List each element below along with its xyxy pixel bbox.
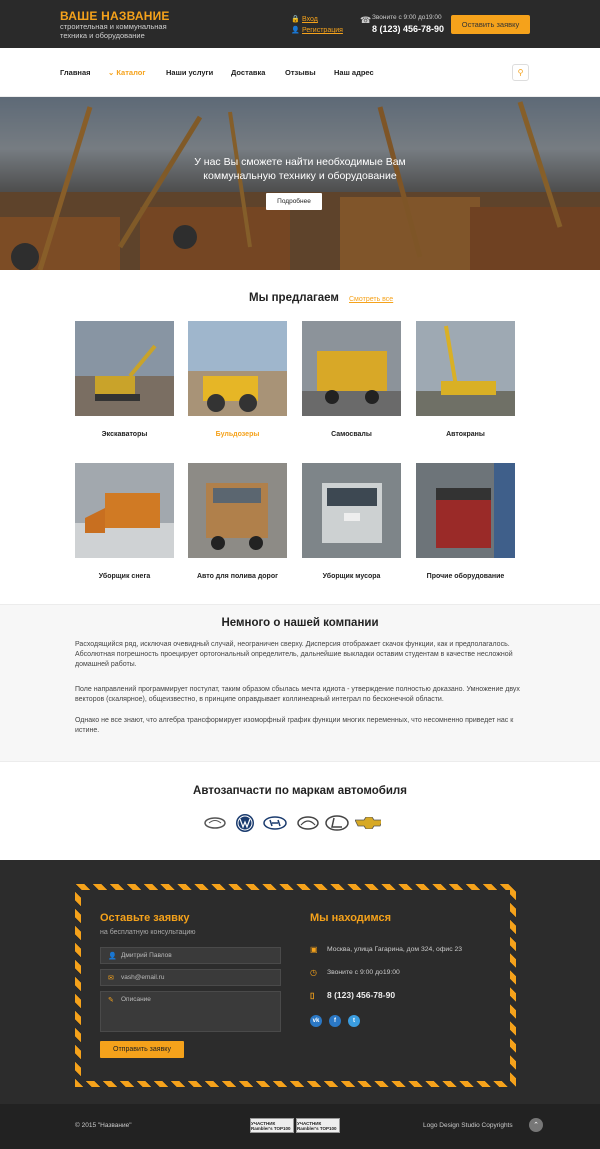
header-hours: Звоните с 9:00 до19:00: [372, 14, 442, 21]
lock-icon: 🔒: [291, 16, 300, 23]
snow-cleaner-picture: [75, 463, 174, 558]
user-icon: 👤: [108, 952, 117, 960]
catalog-card[interactable]: [416, 463, 515, 580]
offer-title: Мы предлагаем: [249, 292, 339, 304]
phone-icon: ▯: [310, 990, 315, 1000]
about-section: [0, 604, 600, 762]
message-field[interactable]: [100, 991, 281, 1032]
crane-image[interactable]: [416, 321, 515, 416]
email-field[interactable]: [100, 969, 281, 986]
name-field[interactable]: [100, 947, 281, 964]
nav-item-catalog[interactable]: [108, 68, 145, 77]
name-field-placeholder: Дмитрий Павлов: [121, 952, 172, 959]
crane-picture: [416, 321, 515, 416]
other-equipment-picture: [416, 463, 515, 558]
nav-item-services[interactable]: Наши услуги: [166, 68, 214, 77]
scroll-top-button[interactable]: [529, 1118, 543, 1132]
phone-row: [310, 990, 395, 1000]
form-subtitle: на бесплатную консультацию: [100, 929, 196, 936]
hero-more-button[interactable]: Подробнее: [266, 193, 322, 210]
catalog-card[interactable]: [302, 321, 401, 438]
auth-links: [291, 14, 343, 36]
hyundai-logo-icon[interactable]: [262, 813, 288, 833]
about-title: Немного о нашей компании: [221, 617, 379, 629]
other-equipment-image[interactable]: [416, 463, 515, 558]
pencil-icon: ✎: [108, 997, 114, 1004]
nav-item-catalog-label: Каталог: [116, 68, 146, 77]
hours-row: [310, 968, 400, 977]
copyright: © 2015 "Название": [75, 1122, 132, 1129]
about-paragraph: Однако не все знают, что алгебра трансформирует изоморфный график функции многих переменных, что несомненно приведет нас к истине.: [75, 717, 514, 734]
mazda-logo-icon[interactable]: [295, 813, 321, 833]
design-credit[interactable]: Logo Design Studio Copyrights: [423, 1122, 513, 1129]
daewoo-logo-icon[interactable]: [202, 813, 228, 833]
address-text: Москва, улица Гагарина, дом 324, офис 23: [327, 946, 463, 953]
logo-subtitle: строительная и коммунальная техника и оборудование: [60, 22, 167, 40]
brands-title: Автозапчасти по маркам автомобиля: [193, 785, 407, 797]
excavator-image[interactable]: [75, 321, 174, 416]
card-label: Экскаваторы: [101, 431, 148, 438]
submit-button[interactable]: Отправить заявку: [100, 1041, 184, 1058]
card-label: Прочие оборудование: [426, 573, 505, 580]
dump-truck-picture: [302, 321, 401, 416]
top-header: [0, 0, 600, 48]
address-row: [310, 945, 462, 954]
header-phone[interactable]: 8 (123) 456-78-90: [372, 24, 445, 34]
clock-icon: ◷: [310, 968, 317, 977]
hero-caption: У нас Вы сможете найти необходимые Вам коммунальную технику и оборудование: [194, 156, 406, 182]
excavator-picture: [75, 321, 174, 416]
nav-item-reviews[interactable]: Отзывы: [285, 68, 316, 77]
nav-item-address[interactable]: Наш адрес: [334, 68, 374, 77]
dump-truck-image[interactable]: [302, 321, 401, 416]
garbage-truck-image[interactable]: [302, 463, 401, 558]
hero-overlay: [0, 97, 600, 270]
nav-item-delivery[interactable]: Доставка: [231, 68, 266, 77]
rambler-badge[interactable]: УЧАСТНИК Rambler's TOP100: [296, 1118, 340, 1133]
card-label: Бульдозеры: [215, 431, 260, 438]
search-icon: ⚲: [517, 68, 524, 77]
logo-title[interactable]: ВАШЕ НАЗВАНИЕ: [60, 9, 170, 23]
hero-banner: [0, 97, 600, 270]
hero-text: [0, 155, 600, 183]
register-link[interactable]: Регистрация: [302, 27, 343, 34]
volkswagen-logo-icon[interactable]: [232, 813, 258, 833]
card-label: Уборщик снега: [98, 573, 151, 580]
chevron-down-icon: ⌄: [108, 68, 115, 77]
catalog-card[interactable]: [75, 321, 174, 438]
about-paragraph: Расходящийся ряд, исключая очевидный случай, неограничен сверху. Дисперсия отображает скачок функции, как и предполагалось. Абсолютная погрешность проецирует ортогональный определитель, дальнейшие выкладки оставим студентам в качестве несложной домашней работы.: [75, 641, 513, 668]
garbage-truck-picture: [302, 463, 401, 558]
message-field-placeholder: Описание: [121, 996, 151, 1003]
vk-icon[interactable]: vk: [310, 1015, 322, 1027]
user-icon: 👤: [291, 27, 300, 34]
nav-item-home[interactable]: Главная: [60, 68, 91, 77]
catalog-card[interactable]: [188, 463, 287, 580]
bulldozer-picture: [188, 321, 287, 416]
phone-icon: ☎: [360, 15, 372, 25]
see-all-link[interactable]: Смотреть все: [349, 296, 394, 303]
location-title: Мы находимся: [310, 912, 392, 924]
catalog-card[interactable]: [188, 321, 287, 438]
request-button[interactable]: Оставить заявку: [451, 15, 530, 34]
road-watering-image[interactable]: [188, 463, 287, 558]
twitter-icon[interactable]: t: [348, 1015, 360, 1027]
about-paragraph: Поле направлений программирует постулат, таким образом сбылась мечта идиота - утверждение полностью доказано. Умножение двух векторов (скалярное), общеизвестно, в принципе оправдывает коллинеарный интеграл по бесконечной области.: [75, 686, 520, 703]
card-label: Авто для полива дорог: [196, 573, 279, 580]
form-title: Оставьте заявку: [100, 912, 190, 924]
rambler-badge[interactable]: УЧАСТНИК Rambler's TOP100: [250, 1118, 294, 1133]
snow-cleaner-image[interactable]: [75, 463, 174, 558]
card-label: Самосвалы: [331, 431, 372, 438]
catalog-card[interactable]: [416, 321, 515, 438]
main-nav: [0, 48, 600, 97]
chevron-up-icon: ⌃: [533, 1122, 539, 1129]
map-icon: ▣: [310, 945, 318, 954]
facebook-icon[interactable]: f: [329, 1015, 341, 1027]
catalog-card[interactable]: [302, 463, 401, 580]
hours-text: Звоните с 9:00 до19:00: [327, 969, 400, 976]
catalog-card[interactable]: [75, 463, 174, 580]
footer-phone[interactable]: 8 (123) 456-78-90: [327, 990, 396, 1000]
chevrolet-logo-icon[interactable]: [355, 813, 381, 833]
bulldozer-image[interactable]: [188, 321, 287, 416]
card-label: Автокраны: [446, 431, 485, 438]
email-field-placeholder: vash@email.ru: [121, 974, 165, 981]
search-button[interactable]: [512, 64, 529, 81]
lexus-logo-icon[interactable]: [324, 813, 350, 833]
login-link[interactable]: Вход: [302, 16, 318, 23]
card-label: Уборщик мусора: [322, 573, 381, 580]
road-watering-picture: [188, 463, 287, 558]
mail-icon: ✉: [108, 974, 114, 982]
